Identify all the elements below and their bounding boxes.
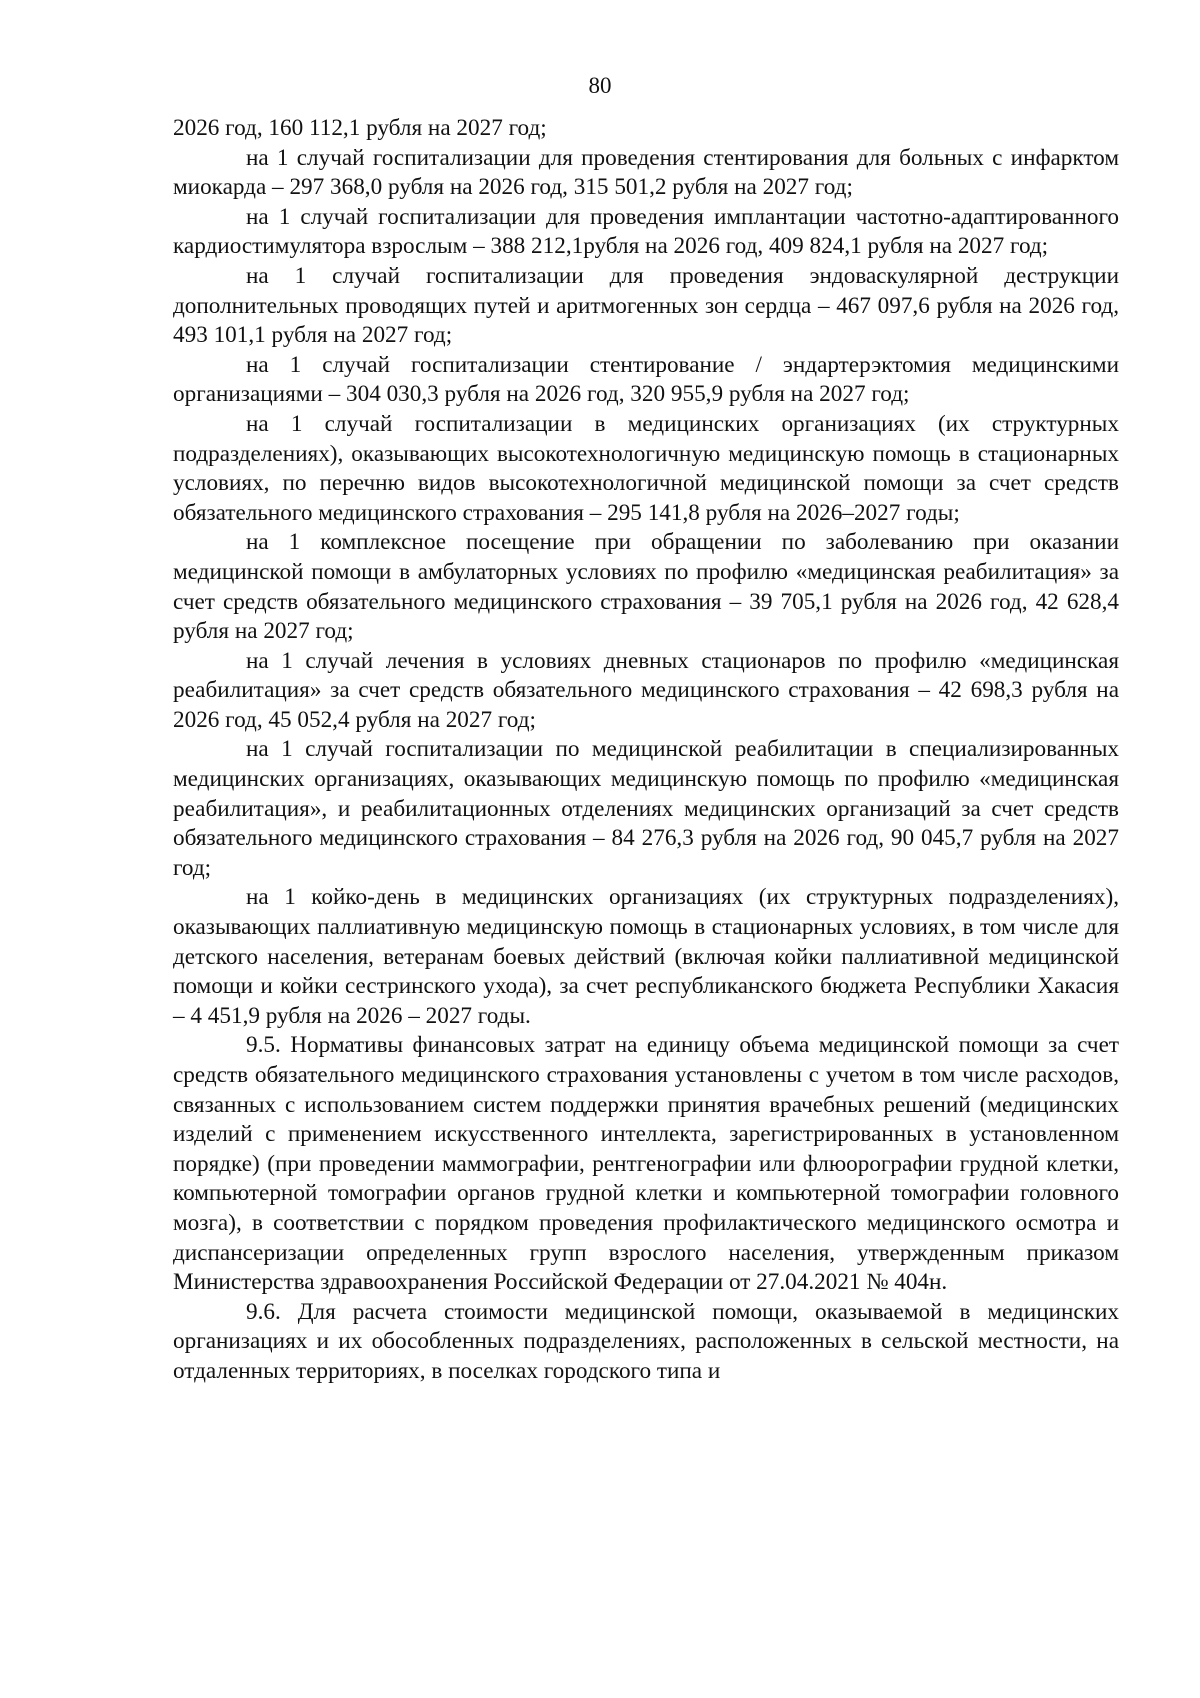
paragraph-12: 9.6. Для расчета стоимости медицинской помощи, оказываемой в медицинских организациях и их обособленных подразделениях, расположенных в сельской местности, на отдаленных территориях, в поселках городского типа и (173, 1298, 1119, 1384)
paragraph-8: на 1 случай лечения в условиях дневных стационаров по профилю «медицинская реабилитация» за счет средств обязательного медицинского страхования – 42 698,3 рубля на 2026 год, 45 052,4 рубля на 2027 год; (173, 647, 1119, 733)
paragraph-6: на 1 случай госпитализации в медицинских организациях (их структурных подразделениях), оказывающих высокотехнологичную медицинскую помощь в стационарных условиях, по перечню видов высокотехнологичной медицинской помощи за счет средств обязательного медицинского страхования – 295 141,8 рубля на 2026–2027 годы; (173, 410, 1119, 526)
paragraph-5: на 1 случай госпитализации стентирование / эндартерэктомия медицинскими организациями – 304 030,3 рубля на 2026 год, 320 955,9 рубля на 2027 год; (173, 351, 1119, 408)
paragraph-2: на 1 случай госпитализации для проведения стентирования для больных с инфарктом миокарда – 297 368,0 рубля на 2026 год, 315 501,2 рубля на 2027 год; (173, 144, 1119, 201)
paragraph-7: на 1 комплексное посещение при обращении по заболеванию при оказании медицинской помощи в амбулаторных условиях по профилю «медицинская реабилитация» за счет средств обязательного медицинского страхования – 39 705,1 рубля на 2026 год, 42 628,4 рубля на 2027 год; (173, 529, 1119, 645)
paragraph-10: на 1 койко-день в медицинских организациях (их структурных подразделениях), оказывающих паллиативную медицинскую помощь в стационарных условиях, в том числе для детского населения, ветеранам боевых действий (включая койки паллиативной медицинской помощи и койки сестринского ухода), за счет республиканского бюджета Республики Хакасия – 4 451,9 рубля на 2026 – 2027 годы. (173, 884, 1119, 1029)
paragraph-4: на 1 случай госпитализации для проведения эндоваскулярной деструкции дополнительных проводящих путей и аритмогенных зон сердца – 467 097,6 рубля на 2026 год, 493 101,1 рубля на 2027 год; (173, 262, 1119, 349)
page-number: 80 (588, 73, 612, 98)
paragraph-11: 9.5. Нормативы финансовых затрат на единицу объема медицинской помощи за счет средств обязательного медицинского страхования установлены с учетом в том числе расходов, связанных с использованием систем поддержки принятия врачебных решений (медицинских изделий с применением искусственного интеллекта, зарегистрированных в установленном порядке) (при проведении маммографии, рентгенографии или флюорографии грудной клетки, компьютерной томографии органов грудной клетки и компьютерной томографии головного мозга), в соответствии с порядком проведения профилактического медицинского осмотра и диспансеризации определенных групп взрослого населения, утвержденным приказом Министерства здравоохранения Российской Федерации от 27.04.2021 № 404н. (173, 1032, 1119, 1296)
paragraph-3: на 1 случай госпитализации для проведения имплантации частотно-адаптированного кардиостимулятора взрослым – 388 212,1рубля на 2026 год, 409 824,1 рубля на 2027 год; (173, 203, 1119, 260)
paragraph-1: 2026 год, 160 112,1 рубля на 2027 год; (173, 115, 547, 141)
body-text (173, 114, 1119, 1387)
paragraph-9: на 1 случай госпитализации по медицинской реабилитации в специализированных медицинских организациях, оказывающих медицинскую помощь по профилю «медицинская реабилитация», и реабилитационных отделениях медицинских организаций за счет средств обязательного медицинского страхования – 84 276,3 рубля на 2026 год, 90 045,7 рубля на 2027 год; (173, 736, 1119, 881)
